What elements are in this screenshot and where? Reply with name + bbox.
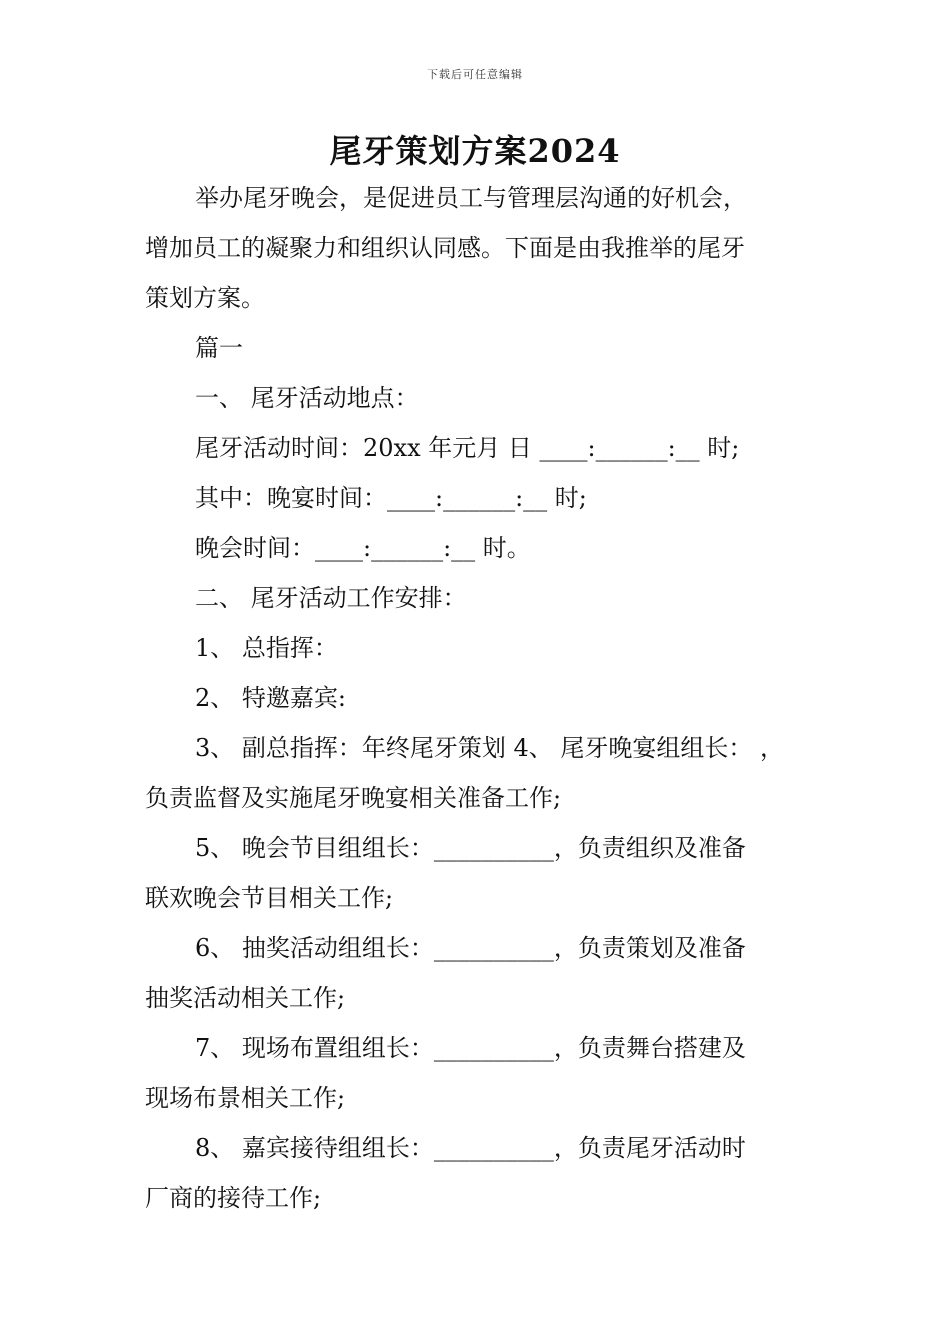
page-title: 尾牙策划方案2024 [329,132,621,170]
section-heading: 一、 尾牙活动地点： [195,384,419,412]
body-line: 策划方案。 [145,284,265,312]
section-label: 篇一 [195,334,243,362]
list-item: 7、 现场布置组组长：__________，负责舞台搭建及 [195,1034,746,1062]
body-line: 现场布景相关工作; [145,1084,346,1112]
list-item: 6、 抽奖活动组组长：__________，负责策划及准备 [195,934,746,962]
section-heading: 二、 尾牙活动工作安排： [195,584,467,612]
list-item: 2、 特邀嘉宾: [195,684,346,712]
body-line: 抽奖活动相关工作; [145,984,346,1012]
body-line: 增加员工的凝聚力和组织认同感。下面是由我推举的尾牙 [145,234,745,262]
list-item: 5、 晚会节目组组长：__________，负责组织及准备 [195,834,746,862]
list-item: 8、 嘉宾接待组组长：__________，负责尾牙活动时 [195,1134,746,1162]
body-line: 晚会时间：____:______:__ 时。 [195,534,531,562]
body-line: 联欢晚会节目相关工作; [145,884,394,912]
body-line: 厂商的接待工作; [145,1184,322,1212]
list-item: 3、 副总指挥：年终尾牙策划 4、 尾牙晚宴组组长： ， [195,734,785,762]
body-line: 尾牙活动时间：20xx 年元月 日 ____:______:__ 时; [195,434,740,462]
body-line: 举办尾牙晚会，是促进员工与管理层沟通的好机会， [195,184,747,212]
body-line: 负责监督及实施尾牙晚宴相关准备工作; [145,784,562,812]
body-line: 其中：晚宴时间：____:______:__ 时; [195,484,587,512]
header-note: 下载后可任意编辑 [427,68,523,81]
list-item: 1、 总指挥： [195,634,338,662]
